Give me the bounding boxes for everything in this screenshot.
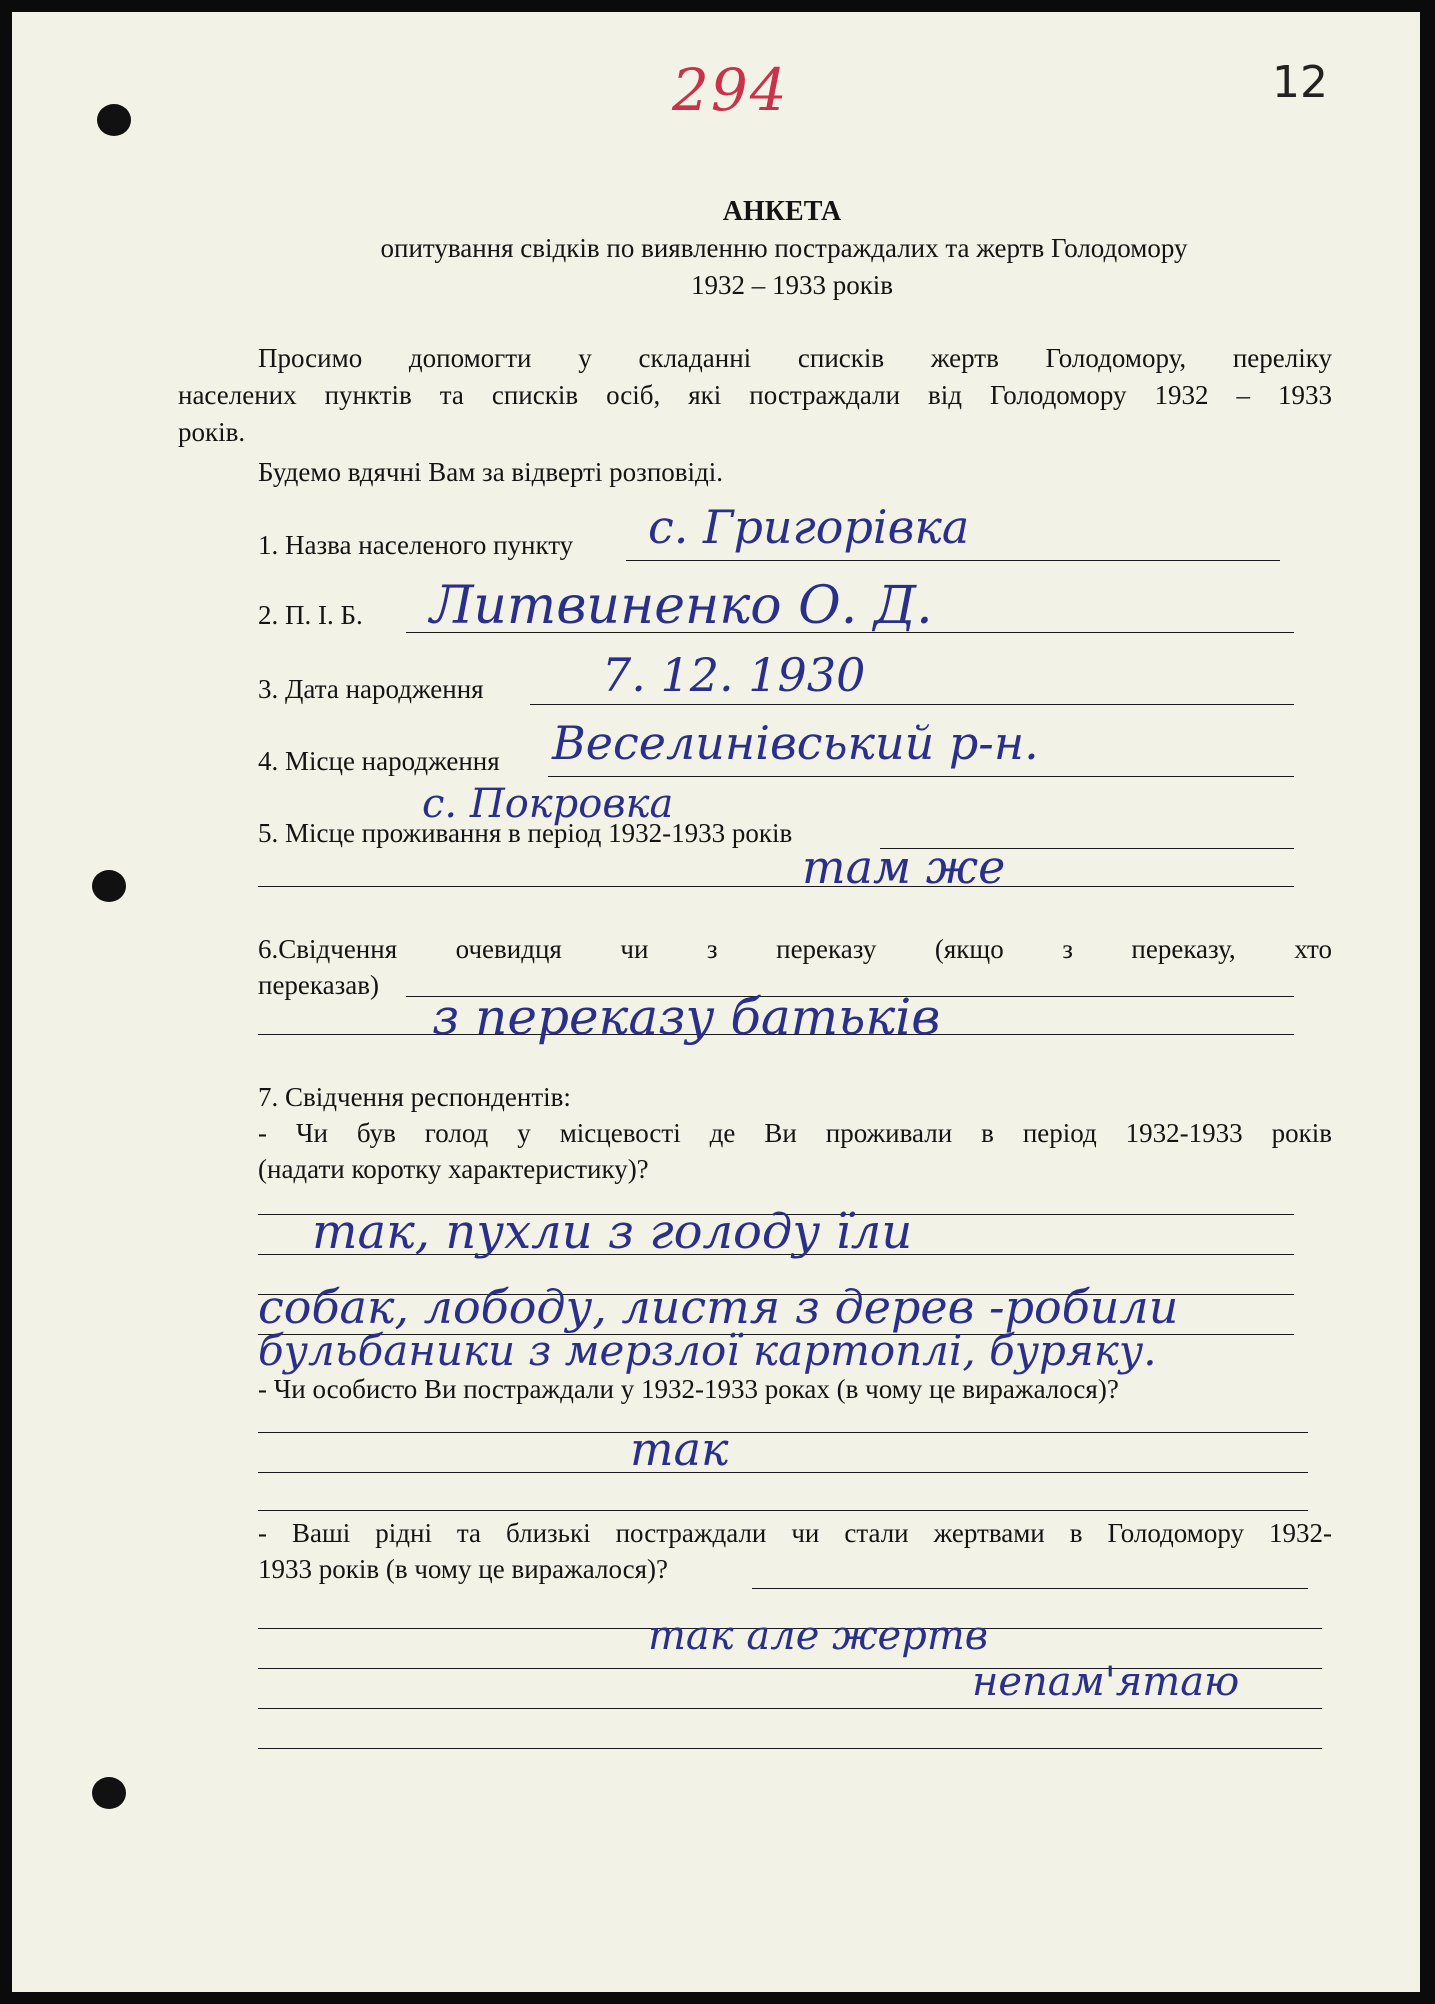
intro-line-1: Просимо допомогти у складанні списків жертв Голодомору, переліку bbox=[258, 343, 1332, 373]
q7b-line-3 bbox=[258, 1510, 1308, 1511]
q6-label-line-1: 6.Свідчення очевидця чи з переказу (якщо з переказу, хто bbox=[258, 934, 1332, 964]
page-subtitle: опитування свідків по виявленню постраждалих та жертв Голодомору bbox=[380, 233, 1188, 263]
q7b-line-2 bbox=[258, 1472, 1308, 1473]
q7a-answer-line-3: бульбаники з мерзлої картоплі, буряку. bbox=[258, 1326, 1157, 1375]
q7-label: 7. Свідчення респондентів: bbox=[258, 1082, 571, 1112]
intro-line-3: років. bbox=[178, 417, 246, 447]
q7c-answer-line-2: непам'ятаю bbox=[972, 1659, 1240, 1705]
q4-line bbox=[548, 776, 1294, 777]
q3-line bbox=[530, 704, 1294, 705]
q5-answer: там же bbox=[802, 840, 1006, 894]
q2-label: 2. П. І. Б. bbox=[258, 600, 363, 630]
q7c-line-4 bbox=[258, 1708, 1322, 1709]
questionnaire-page bbox=[12, 12, 1420, 1992]
q3-answer: 7. 12. 1930 bbox=[602, 648, 866, 702]
q5-label: 5. Місце проживання в період 1932-1933 років bbox=[258, 818, 793, 848]
page-number: 12 bbox=[1272, 57, 1328, 108]
q7c-label-line-1: - Ваші рідні та близькі постраждали чи стали жертвами в Голодомору 1932- bbox=[258, 1518, 1332, 1548]
q7a-label-line-1: - Чи був голод у місцевості де Ви проживали в період 1932-1933 років bbox=[258, 1118, 1332, 1148]
q7a-label-line-2: (надати коротку характеристику)? bbox=[258, 1154, 649, 1184]
q7c-line-1 bbox=[752, 1588, 1308, 1589]
q7c-label-line-2: 1933 років (в чому це виражалося)? bbox=[258, 1554, 669, 1584]
q7a-answer-line-1: так, пухли з голоду їли bbox=[312, 1204, 913, 1260]
intro-thanks: Будемо вдячні Вам за відверті розповіді. bbox=[258, 457, 724, 487]
punch-hole-top bbox=[97, 104, 131, 136]
intro-line-2: населених пунктів та списків осіб, які постраждали від Голодомору 1932 – 1933 bbox=[178, 380, 1332, 410]
q6-answer: з переказу батьків bbox=[432, 988, 941, 1046]
q7b-label: - Чи особисто Ви постраждали у 1932-1933 роках (в чому це виражалося)? bbox=[258, 1374, 1119, 1404]
q1-answer: с. Григорівка bbox=[648, 500, 970, 554]
q5-line-2 bbox=[258, 886, 1294, 887]
archive-number: 294 bbox=[672, 56, 789, 124]
q7b-answer: так bbox=[630, 1422, 729, 1476]
q7a-answer-line-2: собак, лободу, листя з дерев -робили bbox=[258, 1280, 1179, 1334]
page-title: АНКЕТА bbox=[722, 196, 842, 227]
q4-answer-line-2: с. Покровка bbox=[422, 781, 674, 827]
q1-label: 1. Назва населеного пункту bbox=[258, 530, 574, 560]
q4-label: 4. Місце народження bbox=[258, 746, 500, 776]
q4-answer-line-1: Веселинівський р-н. bbox=[552, 716, 1039, 770]
punch-hole-middle bbox=[92, 870, 126, 902]
page-years: 1932 – 1933 років bbox=[690, 270, 894, 300]
q6-label-line-2: переказав) bbox=[258, 970, 379, 1000]
q2-answer: Литвиненко О. Д. bbox=[430, 576, 933, 636]
q7c-line-5 bbox=[258, 1748, 1322, 1749]
q7c-answer-line-1: так але жертв bbox=[648, 1613, 989, 1659]
q7b-line-1 bbox=[258, 1432, 1308, 1433]
q1-line bbox=[626, 560, 1280, 561]
punch-hole-bottom bbox=[92, 1777, 126, 1809]
q3-label: 3. Дата народження bbox=[258, 674, 484, 704]
